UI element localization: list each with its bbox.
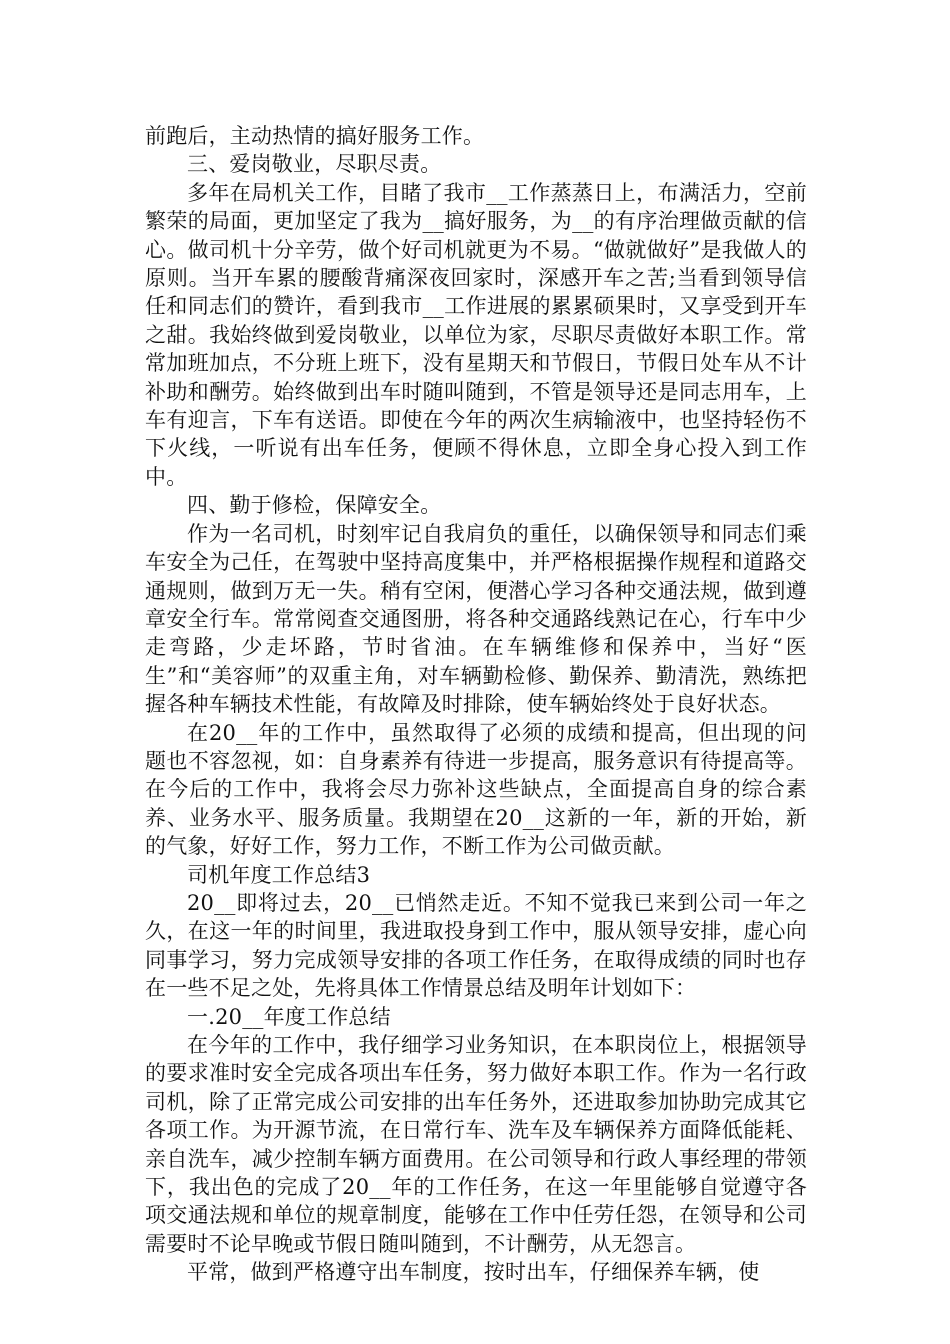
document-subtitle: 司机年度工作总结3 bbox=[187, 862, 371, 887]
section-heading-annual-summary: 一.20__年度工作总结 bbox=[187, 1004, 391, 1029]
paragraph-shortcomings: 在20__年的工作中，虽然取得了必须的成绩和提高，但出现的问题也不容忽视，如：自身素养有待进一步提高，服务意识有待提高等。在今后的工作中，我将会尽力弥补这些缺点，全面提高自身的综合素养、业务水平、服务质量。我期望在20__这新的一年，新的开始，新的气象，好好工作，努力工作，不断工作为公司做贡献。 bbox=[145, 720, 807, 859]
paragraph-continuation: 前跑后，主动热情的搞好服务工作。 bbox=[145, 124, 485, 148]
paragraph-intro: 20__即将过去，20__已悄然走近。不知不觉我已来到公司一年之久，在这一年的时间里，我进取投身到工作中，服从领导安排，虚心向同事学习，努力完成领导安排的各项工作任务，在取得成绩的同时也存在一些不足之处，先将具体工作情景总结及明年计划如下： bbox=[145, 890, 807, 1001]
paragraph-work-review: 在今年的工作中，我仔细学习业务知识，在本职岗位上，根据领导的要求准时安全完成各项出车任务，努力做好本职工作。作为一名行政司机，除了正常完成公司安排的出车任务外，还进取参加协助完成其它各项工作。为开源节流，在日常行车、洗车及车辆保养方面降低能耗、亲自洗车，减少控制车辆方面费用。在公司领导和行政人事经理的带领下，我出色的完成了20__年的工作任务，在这一年里能够自觉遵守各项交通法规和单位的规章制度，能够在工作中任劳任怨，在领导和公司需要时不论早晚或节假日随叫随到，不计酬劳，从无怨言。 bbox=[145, 1033, 807, 1256]
section-heading-3: 三、爱岗敬业，尽职尽责。 bbox=[187, 152, 442, 177]
paragraph-safety: 作为一名司机，时刻牢记自我肩负的重任，以确保领导和同志们乘车安全为己任，在驾驶中坚持高度集中，并严格根据操作规程和道路交通规则，做到万无一失。稍有空闲，便潜心学习各种交通法规，做到遵章安全行车。常常阅查交通图册，将各种交通路线熟记在心，行车中少走弯路，少走坏路，节时省油。在车辆维修和保养中，当好“医生”和“美容师”的双重主角，对车辆勤检修、勤保养、勤清洗，熟练把握各种车辆技术性能，有故障及时排除，使车辆始终处于良好状态。 bbox=[145, 521, 807, 717]
section-heading-4: 四、勤于修检，保障安全。 bbox=[187, 493, 442, 518]
paragraph-daily: 平常，做到严格遵守出车制度，按时出车，仔细保养车辆，使 bbox=[187, 1260, 760, 1285]
document-page bbox=[145, 122, 807, 1287]
paragraph-dedication: 多年在局机关工作，目睹了我市__工作蒸蒸日上，布满活力，空前繁荣的局面，更加坚定了我为__搞好服务，为__的有序治理做贡献的信心。做司机十分辛劳，做个好司机就更为不易。“做就做好”是我做人的原则。当开车累的腰酸背痛深夜回家时，深感开车之苦;当看到领导信任和同志们的赞许，看到我市__工作进展的累累硕果时，又享受到开车之甜。我始终做到爱岗敬业，以单位为家，尽职尽责做好本职工作。常常加班加点，不分班上班下，没有星期天和节假日，节假日处车从不计补助和酬劳。始终做到出车时随叫随到，不管是领导还是同志用车，上车有迎言，下车有送语。即使在今年的两次生病输液中，也坚持轻伤不下火线，一听说有出车任务，便顾不得休息，立即全身心投入到工作中。 bbox=[145, 180, 807, 489]
